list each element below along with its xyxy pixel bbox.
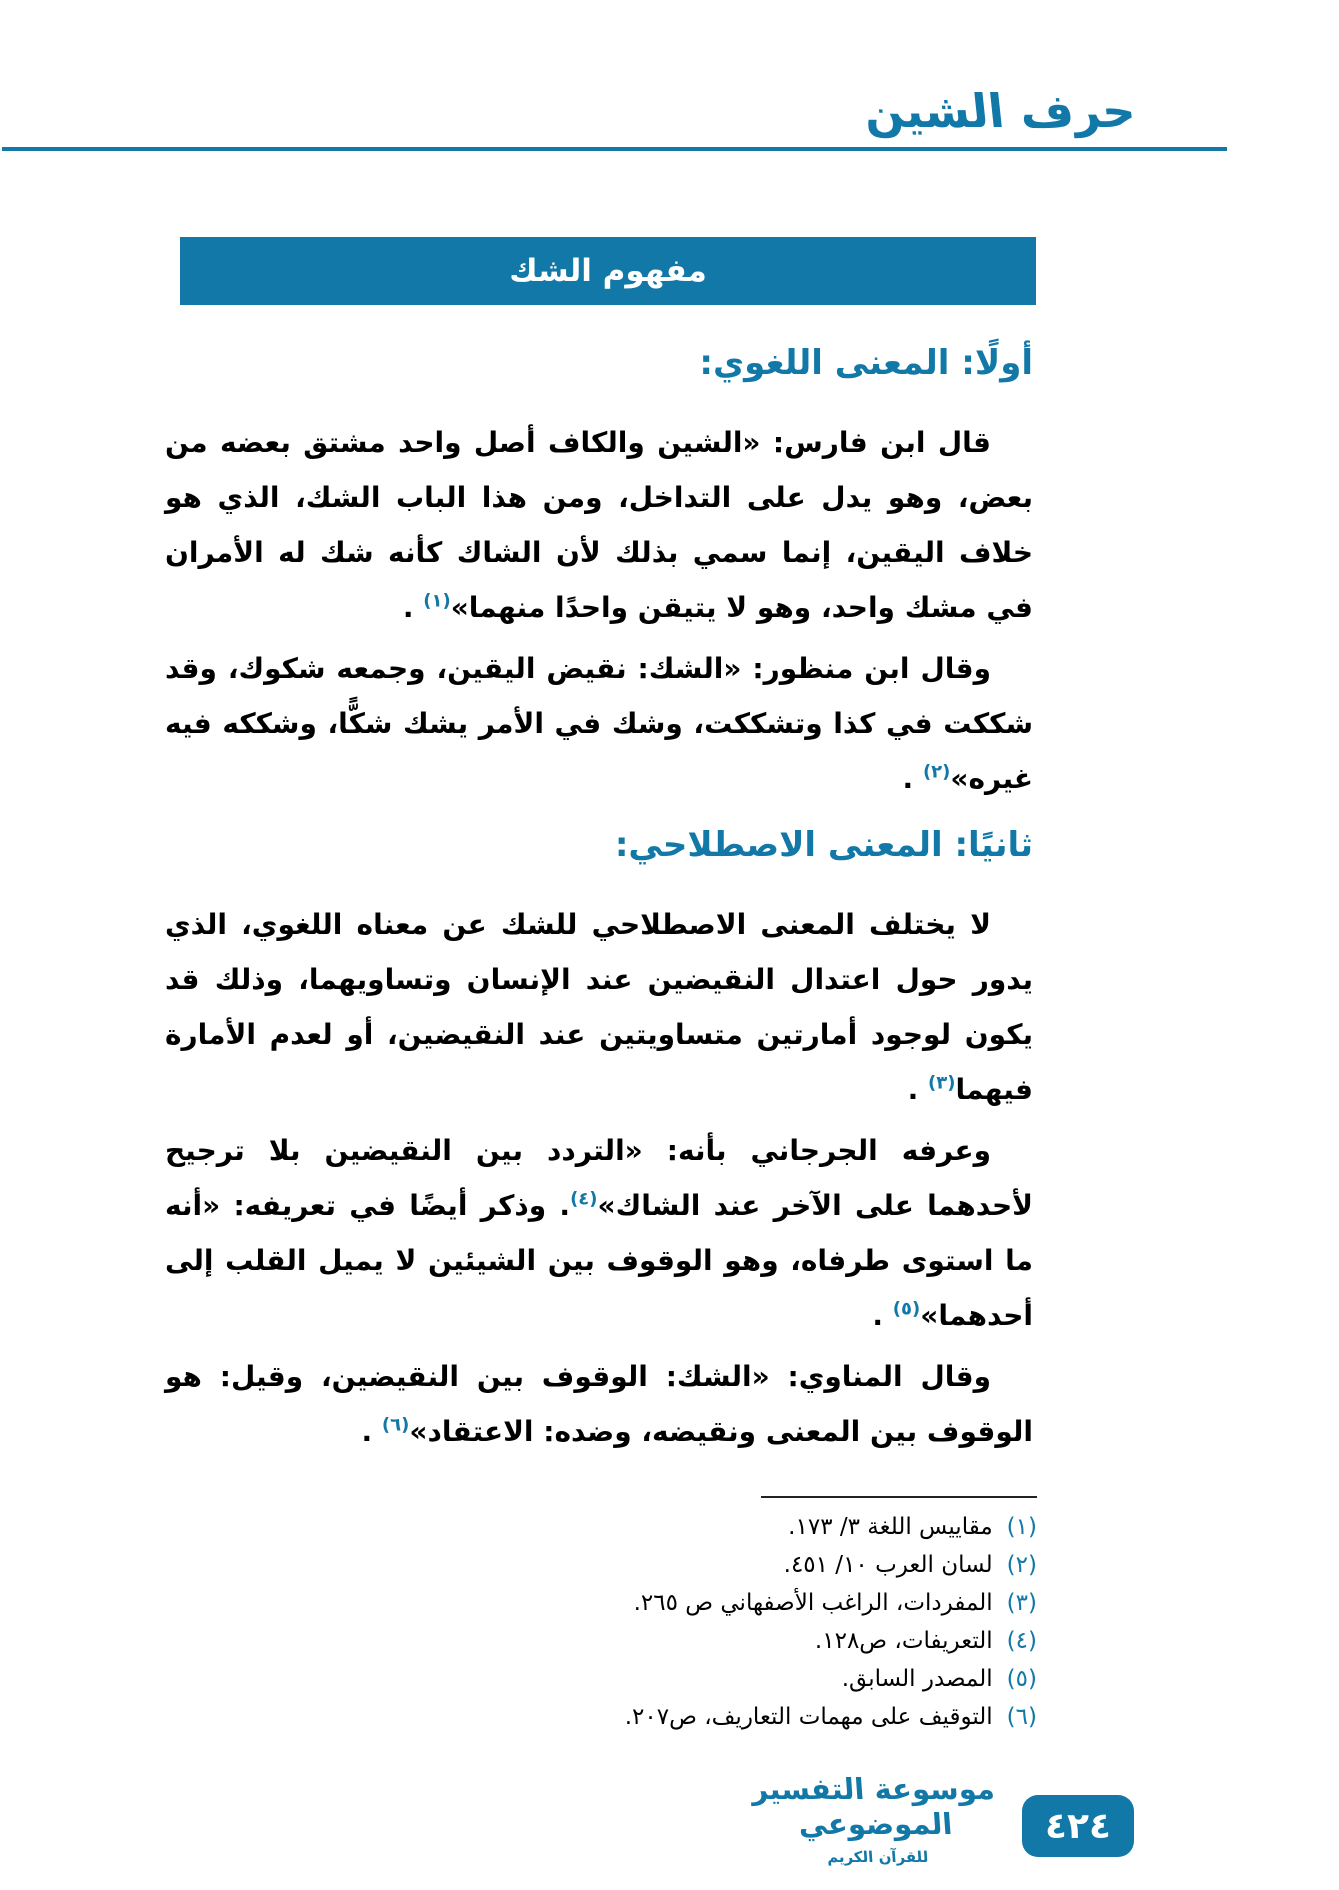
footnote-text: لسان العرب ١٠/ ٤٥١. [783, 1552, 993, 1578]
publisher-logo [727, 1772, 1024, 1866]
footnote-number: (٥) [1006, 1666, 1037, 1692]
chapter-title: حرف الشين [860, 84, 1138, 138]
paragraph-text: . وذكر أيضًا في تعريفه: «أنه ما استوى طرفاه، وهو الوقوف بين الشيئين لا يميل القلب إلى أحدهما» [165, 1189, 1033, 1332]
footnote-text: التعريفات، ص١٢٨. [814, 1628, 993, 1654]
footnote-item [165, 1584, 1037, 1622]
footnote-divider [761, 1496, 1037, 1498]
body-paragraph [165, 1123, 1033, 1343]
footnote-ref: (٤) [570, 1188, 598, 1210]
header-rule [2, 147, 1227, 151]
paragraph-text: وعرفه الجرجاني بأنه: «التردد بين النقيضين بلا ترجيح لأحدهما على الآخر عند الشاك» [165, 1134, 1034, 1222]
publisher-logo-subtitle: للقرآن الكريم [826, 1847, 929, 1866]
footnote-item [165, 1698, 1037, 1736]
body-paragraph [165, 897, 1033, 1117]
paragraph-text: قال ابن فارس: «الشين والكاف أصل واحد مشتق بعضه من بعض، وهو يدل على التداخل، ومن هذا الباب الشك، الذي هو خلاف اليقين، إنما سمي بذلك لأن الشاك كأنه شك له الأمران في مشك واحد، وهو لا يتيقن واحدًا منهما» [165, 426, 1033, 624]
footnote-number: (٤) [1006, 1628, 1037, 1654]
paragraph-text: لا يختلف المعنى الاصطلاحي للشك عن معناه اللغوي، الذي يدور حول اعتدال النقيضين عند الإنسان وتساويهما، وذلك قد يكون لوجود أمارتين متساويتين عند النقيضين، أو لعدم الأمارة فيهما [165, 908, 1033, 1106]
footnote-ref: (٢) [922, 761, 951, 783]
footnotes-block [165, 1496, 1037, 1736]
footnote-text: المصدر السابق. [841, 1666, 993, 1692]
publisher-logo-title: موسوعة التفسير الموضوعي [750, 1772, 996, 1841]
footnote-ref: (٣) [927, 1072, 956, 1094]
main-text-column [165, 338, 1033, 1465]
footnote-item [165, 1622, 1037, 1660]
paragraph-text: . [361, 1415, 382, 1448]
footnote-text: المفردات، الراغب الأصفهاني ص ٢٦٥. [633, 1590, 993, 1616]
section-banner [180, 237, 1036, 305]
body-paragraph [165, 415, 1033, 635]
footnote-ref: (٥) [892, 1298, 921, 1320]
paragraph-text: . [402, 591, 424, 624]
footnote-item [165, 1508, 1037, 1546]
footnote-ref: (٦) [381, 1414, 410, 1436]
footnote-number: (١) [1006, 1514, 1037, 1540]
section-heading: أولًا: المعنى اللغوي: [699, 343, 1033, 383]
footnote-list [165, 1508, 1037, 1736]
paragraph-text: وقال المناوي: «الشك: الوقوف بين النقيضين، وقيل: هو الوقوف بين المعنى ونقيضه، وضده: الاعتقاد» [165, 1360, 1033, 1448]
footnote-number: (٣) [1006, 1590, 1037, 1616]
paragraph-text: وقال ابن منظور: «الشك: نقيض اليقين، وجمعه شكوك، وقد شككت في كذا وتشككت، وشك في الأمر يشك شكًّا، وشككه فيه غيره» [165, 652, 1033, 795]
body-paragraph [165, 1349, 1033, 1459]
paragraph-text: . [872, 1299, 893, 1332]
footnote-number: (٢) [1006, 1552, 1037, 1578]
paragraph-text: . [907, 1073, 928, 1106]
footnote-ref: (١) [423, 590, 451, 612]
footnote-item [165, 1660, 1037, 1698]
paragraph-text: . [902, 762, 923, 795]
footnote-item [165, 1546, 1037, 1584]
footnote-text: مقاييس اللغة ٣/ ١٧٣. [788, 1514, 993, 1540]
footnote-text: التوقيف على مهمات التعاريف، ص٢٠٧. [624, 1704, 993, 1730]
page-number-badge: ٤٢٤ [1022, 1795, 1134, 1857]
footnote-number: (٦) [1006, 1704, 1037, 1730]
banner-title: مفهوم الشك [509, 253, 707, 289]
body-paragraph [165, 641, 1033, 806]
section-heading: ثانيًا: المعنى الاصطلاحي: [614, 825, 1033, 865]
